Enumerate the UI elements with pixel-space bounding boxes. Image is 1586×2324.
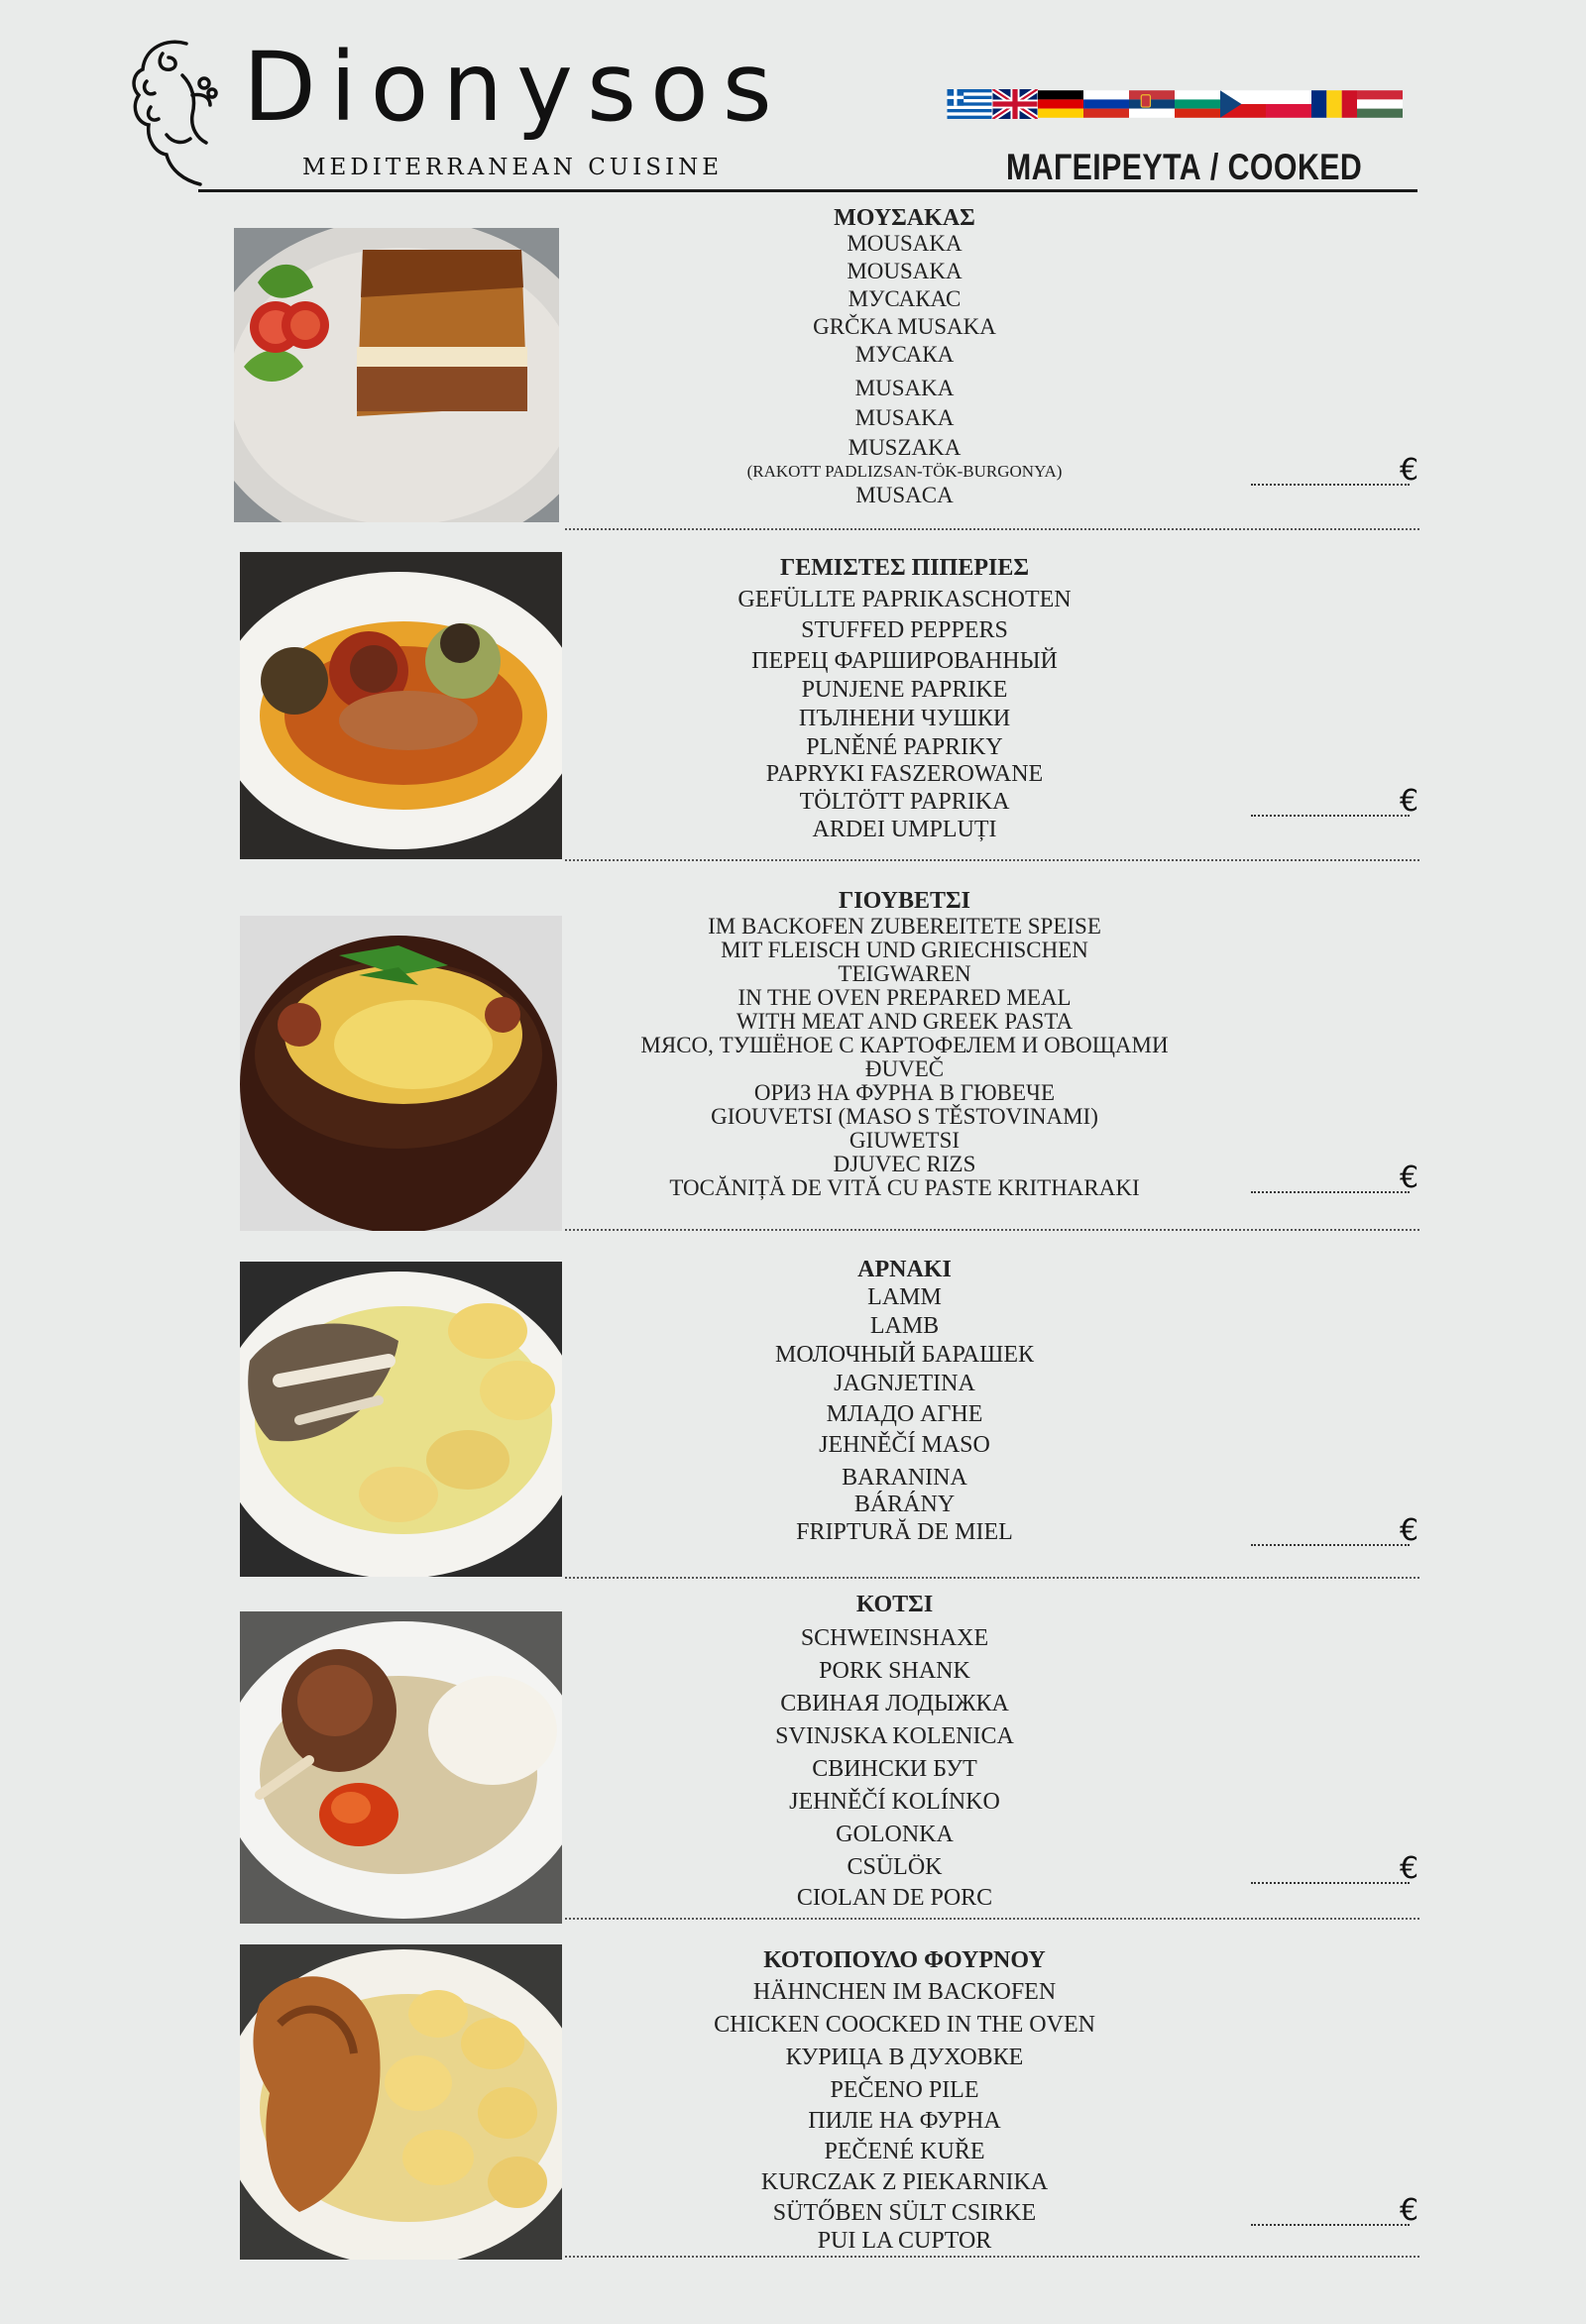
item-name: СВИНСКИ БУТ bbox=[812, 1756, 977, 1782]
item-name: KURCZAK Z PIEKARNIKA bbox=[760, 2169, 1049, 2195]
oven-chicken-names bbox=[615, 1947, 1194, 2254]
item-name: ПИЛЕ НА ФУРНА bbox=[808, 2108, 1001, 2134]
price-leader bbox=[1251, 1191, 1410, 1193]
item-name: PUNJENE PAPRIKE bbox=[801, 677, 1008, 703]
item-name: GRČKA MUSAKA bbox=[813, 314, 996, 339]
price-euro: € bbox=[1400, 1513, 1419, 1548]
item-name: PAPRYKI FASZEROWANE bbox=[765, 761, 1044, 787]
item-divider bbox=[565, 1229, 1419, 1231]
item-name: SCHWEINSHAXE bbox=[800, 1625, 989, 1651]
item-divider bbox=[565, 1577, 1419, 1579]
moussaka-names bbox=[615, 205, 1194, 507]
russia-flag-icon[interactable] bbox=[1083, 89, 1129, 119]
price-leader bbox=[1251, 815, 1410, 817]
item-name: MUSZAKA bbox=[848, 435, 962, 460]
giouvetsi-names bbox=[615, 888, 1194, 1200]
romania-flag-icon[interactable] bbox=[1311, 89, 1357, 119]
price-euro: € bbox=[1400, 2193, 1419, 2228]
item-name: MUSAKA bbox=[854, 376, 955, 400]
brand-name: Dionysos bbox=[243, 32, 786, 143]
language-flags bbox=[947, 89, 1403, 119]
item-name: PEČENÉ KUŘE bbox=[824, 2139, 985, 2164]
item-note: (RAKOTT PADLIZSAN-TÖK-BURGONYA) bbox=[746, 462, 1063, 481]
item-name: DJUVEC RIZS bbox=[833, 1152, 976, 1176]
pork-shank-photo bbox=[240, 1611, 562, 1924]
item-name: JEHNĚČÍ KOLÍNKO bbox=[789, 1789, 1000, 1815]
germany-flag-icon[interactable] bbox=[1038, 89, 1083, 119]
pork-shank-names bbox=[605, 1592, 1185, 1913]
item-name: TOCĂNIȚĂ DE VITĂ CU PASTE KRITHARAKI bbox=[669, 1175, 1140, 1200]
item-name: МУСАКА bbox=[854, 342, 955, 367]
item-name: SVINJSKA KOLENICA bbox=[775, 1723, 1014, 1749]
item-divider bbox=[565, 2256, 1419, 2258]
stuffed-peppers-photo bbox=[240, 552, 562, 859]
price-euro: € bbox=[1400, 1851, 1419, 1886]
oven-chicken-photo bbox=[240, 1944, 562, 2260]
item-name: МУСАКАС bbox=[848, 286, 962, 311]
item-greek-name: ΚΟΤΟΠΟΥΛΟ ΦΟΥΡΝΟΥ bbox=[763, 1947, 1046, 1973]
item-name: ĐUVEČ bbox=[864, 1056, 945, 1081]
item-name: МОЛОЧНЫЙ БАРАШЕК bbox=[775, 1342, 1034, 1368]
price-euro: € bbox=[1400, 1161, 1419, 1195]
item-name: GIOUVETSI (MASO S TĚSTOVINAMI) bbox=[711, 1104, 1098, 1129]
item-name: TÖLTÖTT PAPRIKA bbox=[799, 789, 1010, 815]
header-divider bbox=[198, 189, 1417, 192]
menu-header bbox=[0, 0, 1586, 198]
item-greek-name: ΓΙΟΥΒΕΤΣΙ bbox=[838, 888, 971, 914]
item-name: MUSACA bbox=[855, 483, 954, 507]
item-name: STUFFED PEPPERS bbox=[801, 617, 1008, 643]
item-name: WITH MEAT AND GREEK PASTA bbox=[736, 1009, 1074, 1034]
item-name: CSÜLÖK bbox=[847, 1854, 943, 1880]
item-name: ARDEI UMPLUȚI bbox=[812, 817, 997, 842]
item-name: MIT FLEISCH UND GRIECHISCHEN bbox=[721, 938, 1088, 962]
poland-flag-icon[interactable] bbox=[1266, 89, 1311, 119]
item-name: IM BACKOFEN ZUBEREITETE SPEISE bbox=[708, 914, 1101, 939]
price-euro: € bbox=[1400, 784, 1419, 819]
hungary-flag-icon[interactable] bbox=[1357, 89, 1403, 119]
item-name: СВИНАЯ ЛОДЫЖКА bbox=[780, 1691, 1009, 1716]
item-name: BARANINA bbox=[842, 1465, 967, 1491]
moussaka-photo bbox=[234, 228, 559, 522]
item-name: HÄHNCHEN IM BACKOFEN bbox=[752, 1979, 1057, 2005]
item-name: MOUSAKA bbox=[847, 231, 963, 256]
item-name: SÜTŐBEN SÜLT CSIRKE bbox=[772, 2200, 1037, 2226]
lamb-names bbox=[615, 1257, 1194, 1547]
item-name: КУРИЦА В ДУХОВКЕ bbox=[785, 2045, 1024, 2070]
serbia-flag-icon[interactable] bbox=[1129, 89, 1175, 119]
item-name: TEIGWAREN bbox=[838, 961, 971, 986]
item-name: LAMM bbox=[867, 1284, 942, 1310]
item-divider bbox=[565, 528, 1419, 530]
item-divider bbox=[565, 1918, 1419, 1920]
item-name: GOLONKA bbox=[836, 1822, 954, 1847]
brand-tagline: MEDITERRANEAN CUISINE bbox=[302, 155, 724, 180]
price-leader bbox=[1251, 484, 1410, 486]
item-name: CHICKEN COOCKED IN THE OVEN bbox=[714, 2012, 1095, 2038]
item-name: МЛАДО АГНЕ bbox=[826, 1401, 983, 1427]
item-name: PEČENO PILE bbox=[830, 2077, 979, 2103]
item-name: BÁRÁNY bbox=[853, 1492, 956, 1517]
bulgaria-flag-icon[interactable] bbox=[1175, 89, 1220, 119]
item-name: GEFÜLLTE PAPRIKASCHOTEN bbox=[737, 587, 1072, 612]
giouvetsi-photo bbox=[240, 916, 562, 1231]
item-name: PLNĚNÉ PAPRIKY bbox=[806, 734, 1003, 760]
item-name: PUI LA CUPTOR bbox=[817, 2228, 992, 2254]
price-euro: € bbox=[1400, 453, 1419, 488]
uk-flag-icon[interactable] bbox=[992, 89, 1038, 119]
item-divider bbox=[565, 859, 1419, 861]
greece-flag-icon[interactable] bbox=[947, 89, 992, 119]
dionysos-head-logo bbox=[127, 36, 222, 194]
section-title: ΜΑΓΕΙΡΕΥΤΑ / COOKED bbox=[1006, 147, 1363, 187]
item-name: MUSAKA bbox=[854, 405, 955, 430]
item-name: CIOLAN DE PORC bbox=[796, 1885, 993, 1911]
item-greek-name: ΑΡΝΑΚΙ bbox=[857, 1257, 952, 1282]
czech-flag-icon[interactable] bbox=[1220, 89, 1266, 119]
price-leader bbox=[1251, 1544, 1410, 1546]
item-name: PORK SHANK bbox=[819, 1658, 970, 1684]
item-name: MOUSAKA bbox=[847, 259, 963, 283]
item-name: FRIPTURĂ DE MIEL bbox=[796, 1519, 1013, 1545]
item-name: ПЕРЕЦ ФАРШИРОВАННЫЙ bbox=[751, 648, 1058, 674]
item-greek-name: ΚΟΤΣΙ bbox=[855, 1592, 934, 1617]
item-name: JEHNĚČÍ MASO bbox=[819, 1432, 990, 1458]
item-name: GIUWETSI bbox=[849, 1128, 961, 1153]
lamb-photo bbox=[240, 1262, 562, 1577]
item-name: ОРИЗ НА ФУРНА В ГЮВЕЧЕ bbox=[753, 1080, 1056, 1105]
price-leader bbox=[1251, 2224, 1410, 2226]
item-name: JAGNJETINA bbox=[834, 1371, 975, 1396]
item-greek-name: ΓΕΜΙΣΤΕΣ ΠΙΠΕΡΙΕΣ bbox=[779, 555, 1030, 581]
price-leader bbox=[1251, 1882, 1410, 1884]
item-name: ПЪЛНЕНИ ЧУШКИ bbox=[798, 706, 1011, 731]
item-name: IN THE OVEN PREPARED MEAL bbox=[737, 985, 1072, 1010]
stuffed-peppers-names bbox=[615, 555, 1194, 842]
item-greek-name: ΜΟΥΣΑΚΑΣ bbox=[834, 205, 975, 231]
item-name: LAMB bbox=[869, 1313, 940, 1339]
item-name: МЯСО, ТУШЁНОЕ С КАРТОФЕЛЕМ И ОВОЩАМИ bbox=[640, 1033, 1169, 1057]
